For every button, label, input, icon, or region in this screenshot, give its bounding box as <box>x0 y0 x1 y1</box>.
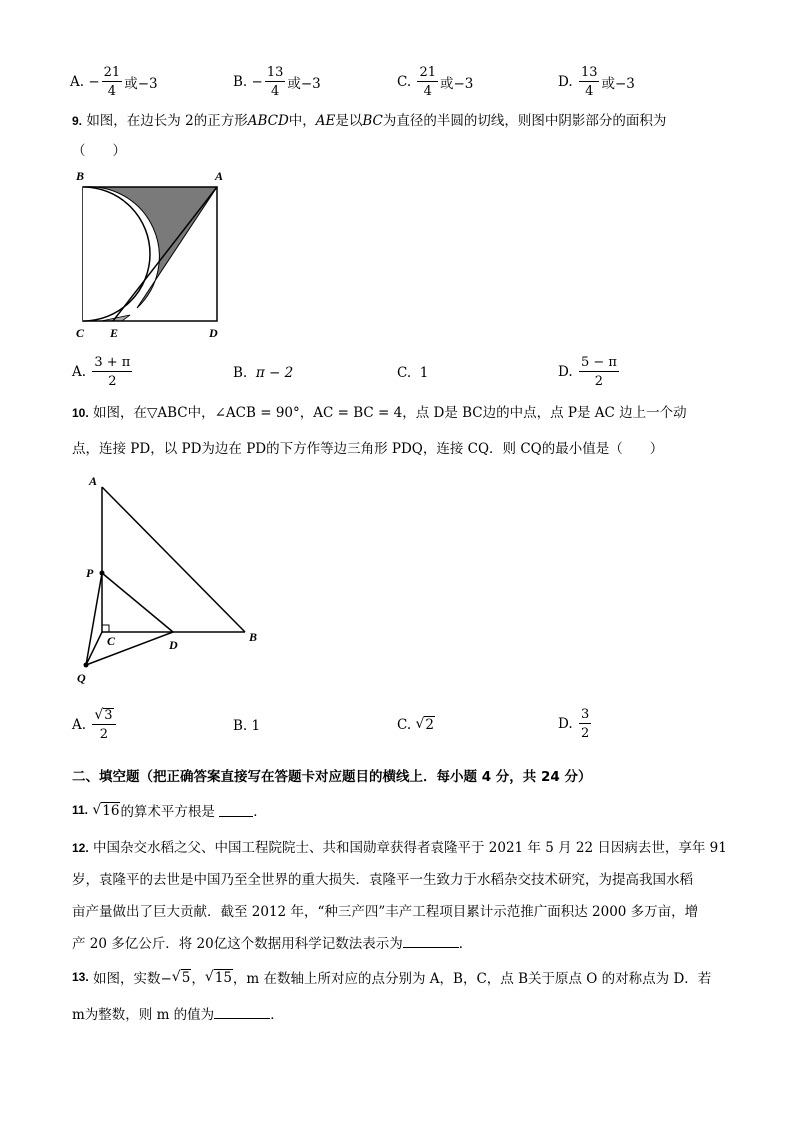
label-b: B <box>249 630 258 644</box>
q13-text-3: ，m 在数轴上所对应的点分别为 A，B，C，点 B关于原点 O 的对称点为 D．若 <box>232 971 712 987</box>
option-letter: A. <box>70 74 85 90</box>
radical <box>92 802 120 819</box>
q12-line4 <box>72 932 472 952</box>
q9-option-c <box>397 365 428 381</box>
option-rest: 或−3 <box>124 76 158 92</box>
option-letter: B. <box>233 365 248 381</box>
q10-line1 <box>72 401 687 421</box>
fraction <box>579 708 591 740</box>
q12-text-4: 产 20 多亿公斤．将 20亿这个数据用科学记数法表示为 <box>72 936 403 952</box>
radicand: 16 <box>102 802 120 819</box>
q12-line2: 岁，袁隆平的去世是中国乃至全世界的重大损失．袁隆平一生致力于水稻杂交技术研究，为提高我国水稻 <box>72 872 693 888</box>
q9-text-a: 如图，在边长为 2的正方形 <box>86 113 248 129</box>
option-rest: 或−3 <box>439 76 474 92</box>
q11-end: ． <box>253 804 267 820</box>
point-p <box>100 571 105 576</box>
q9-bc: BC <box>362 113 383 129</box>
label-d: D <box>169 638 178 652</box>
fraction <box>579 356 619 388</box>
option-value: 1 <box>419 365 429 381</box>
q11-answer-blank[interactable] <box>219 804 253 817</box>
fraction-denominator: 4 <box>423 84 432 99</box>
q8-option-a <box>70 66 158 98</box>
fraction-numerator: 3 <box>580 707 590 722</box>
radical-sign: √ <box>204 968 214 985</box>
option-letter: C. <box>397 365 412 381</box>
fraction-numerator: 13 <box>580 65 598 80</box>
question-number: 9. <box>72 114 83 128</box>
q10-option-c <box>397 716 435 733</box>
fraction-numerator: 21 <box>419 65 436 80</box>
fraction-denominator: 2 <box>594 374 604 389</box>
label-c: C <box>107 634 116 648</box>
q13-answer-blank[interactable] <box>214 1006 270 1019</box>
label-c: C <box>76 326 85 340</box>
q13-text-1: 如图，实数− <box>92 971 172 987</box>
fraction <box>102 66 123 98</box>
radical <box>94 708 113 722</box>
q9-stem <box>72 109 666 129</box>
q12-line1 <box>72 836 727 856</box>
radical-sign: √ <box>94 707 104 723</box>
fraction <box>92 708 115 741</box>
right-angle-mark <box>102 625 109 632</box>
q11 <box>72 800 267 820</box>
fraction <box>265 66 286 98</box>
q9-figure <box>70 165 230 345</box>
radical-sign: √ <box>171 968 181 985</box>
option-letter: C. <box>397 716 412 733</box>
q13-line2 <box>72 1003 284 1023</box>
q9-option-a <box>72 356 134 388</box>
label-d: D <box>209 326 218 340</box>
segment-ab <box>102 487 245 632</box>
fraction-numerator: 3 + π <box>94 355 131 370</box>
q9-paren: （ ） <box>72 143 126 159</box>
option-rest: 或−3 <box>601 76 635 92</box>
fraction-numerator <box>92 708 115 725</box>
q8-option-c <box>397 66 473 98</box>
q12-end: ． <box>458 936 473 952</box>
question-number: 11. <box>72 803 89 817</box>
fraction-numerator: 5 − π <box>580 355 617 370</box>
q13-text-4: m为整数，则 m 的值为 <box>72 1007 215 1023</box>
radicand: 15 <box>214 969 232 986</box>
radicand: 3 <box>104 708 113 723</box>
label-q: Q <box>77 671 86 685</box>
option-rest: 或−3 <box>287 76 321 92</box>
radical <box>172 969 192 986</box>
q9-text-b: 中， <box>288 113 316 129</box>
q9-text-d: 为直径的半圆的切线，则图中阴影部分的面积为 <box>382 113 667 129</box>
radical <box>205 969 233 986</box>
label-a: A <box>89 474 98 488</box>
q10-text-1: 如图，在▽ABC中，∠ACB = 90°，AC = BC = 4，点 D是 BC边的中点，点 P是 AC 边上一个动 <box>92 405 687 421</box>
option-letter: A. <box>72 716 87 733</box>
q10-figure <box>75 470 275 690</box>
q10-option-d <box>558 708 593 740</box>
q10-option-a <box>72 708 118 741</box>
q10-option-b <box>233 718 260 734</box>
question-number: 13. <box>72 970 89 984</box>
label-e: E <box>110 326 119 340</box>
question-number: 12. <box>72 841 89 855</box>
q8-option-b <box>233 66 321 98</box>
option-value: π − 2 <box>255 365 294 381</box>
radical <box>415 716 435 733</box>
segment-pd <box>102 573 173 632</box>
option-letter: D. <box>558 364 573 380</box>
minus-sign: − <box>251 74 263 90</box>
option-letter: B. <box>233 74 248 90</box>
radical-sign: √ <box>415 716 425 732</box>
section-2-heading: 二、填空题（把正确答案直接写在答题卡对应题目的横线上．每小题 4 分，共 24 分） <box>72 769 592 785</box>
radicand: 5 <box>181 969 191 986</box>
question-number: 10. <box>72 406 89 420</box>
option-letter: D. <box>558 74 573 90</box>
point-q <box>84 663 89 668</box>
q12-line3: 亩产量做出了巨大贡献．截至 2012 年，“种三产四”丰产工程项目累计示范推广面积达 2000 多万亩，增 <box>72 904 699 920</box>
q9-option-b <box>233 365 293 381</box>
q8-option-d <box>558 66 635 98</box>
q13-end: ． <box>270 1007 284 1023</box>
label-b: B <box>76 169 85 183</box>
fraction-denominator: 2 <box>99 727 109 742</box>
fraction-denominator: 4 <box>270 84 280 99</box>
fraction-denominator: 2 <box>580 726 590 741</box>
q9-option-d <box>558 356 621 388</box>
q13-text-2: ， <box>191 971 205 987</box>
option-letter: A. <box>72 364 87 380</box>
q12-answer-blank[interactable] <box>403 935 459 948</box>
fraction-denominator: 4 <box>107 84 117 99</box>
q12-text-1: 中国杂交水稻之父、中国工程院院士、共和国勋章获得者袁隆平于 2021 年 5 月 22 日因病去世，享年 91 <box>92 840 727 856</box>
fraction <box>417 66 438 98</box>
minus-sign: − <box>88 74 100 90</box>
option-letter: C. <box>397 74 412 90</box>
radical-sign: √ <box>92 801 102 818</box>
segment-pq <box>86 573 102 665</box>
option-letter: B. <box>233 718 248 734</box>
fraction <box>92 356 132 388</box>
fraction-numerator: 21 <box>103 65 121 80</box>
q10-line2: 点，连接 PD，以 PD为边在 PD的下方作等边三角形 PDQ，连接 CQ．则 CQ的最小值是（ ） <box>72 441 664 457</box>
q9-abcd: ABCD <box>247 113 289 129</box>
option-letter: D. <box>558 716 573 732</box>
option-value: 1 <box>251 718 261 734</box>
fraction <box>579 66 600 98</box>
q9-text-c: 是以 <box>335 113 363 129</box>
fraction-numerator: 13 <box>266 65 284 80</box>
radicand: 2 <box>425 717 434 733</box>
fraction-denominator: 4 <box>585 84 594 99</box>
q13-line1 <box>72 967 711 987</box>
fraction-denominator: 2 <box>108 374 117 389</box>
label-a: A <box>215 169 224 183</box>
q11-text: 的算术平方根是 <box>120 804 215 820</box>
q9-ae: AE <box>315 113 336 129</box>
label-p: P <box>86 566 94 580</box>
